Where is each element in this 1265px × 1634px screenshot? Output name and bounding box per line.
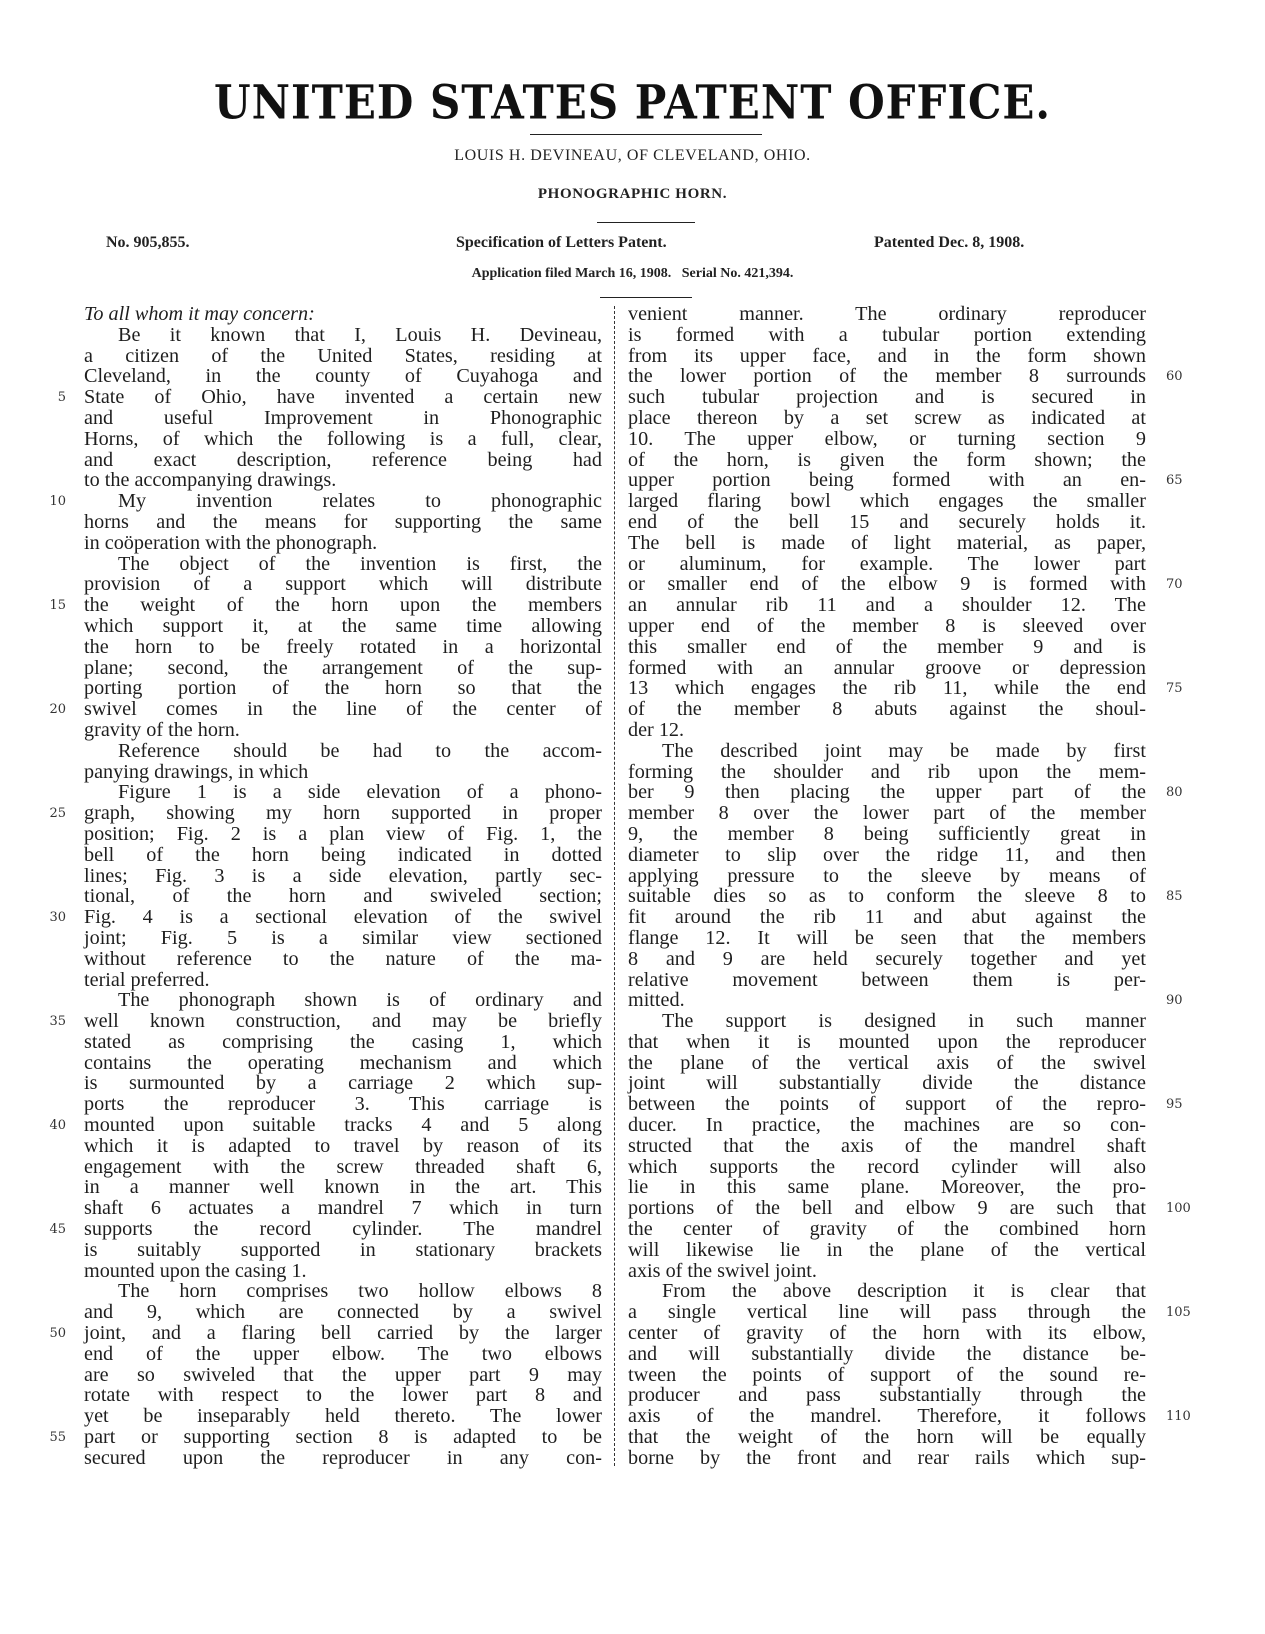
- line-number: 90: [1166, 993, 1183, 1009]
- text-line: end of the upper elbow. The two elbows: [84, 1342, 602, 1365]
- text-line: supports the record cylinder. The mandrel: [84, 1218, 602, 1241]
- patented-date: Patented Dec. 8, 1908.: [874, 234, 1025, 251]
- text-line: the center of gravity of the combined horn: [628, 1218, 1146, 1241]
- line-number: 55: [49, 1430, 66, 1446]
- line-number: 60: [1166, 369, 1183, 385]
- text-line: that when it is mounted upon the reproducer: [628, 1030, 1146, 1053]
- text-line: State of Ohio, have invented a certain new: [84, 386, 602, 409]
- text-line: engagement with the screw threaded shaft 6,: [84, 1155, 602, 1178]
- text-line: upper portion being formed with an en-: [628, 469, 1146, 492]
- line-number: 100: [1166, 1201, 1191, 1217]
- text-line: and useful Improvement in Phonographic: [84, 406, 602, 429]
- text-line: joint; Fig. 5 is a similar view sectioned: [84, 926, 602, 949]
- text-line: of the member 8 abuts against the shoul-: [628, 698, 1146, 721]
- text-line: terial preferred.: [84, 968, 210, 991]
- text-line: this smaller end of the member 9 and is: [628, 635, 1146, 658]
- line-number: 80: [1166, 785, 1183, 801]
- text-line: or smaller end of the elbow 9 is formed with: [628, 573, 1146, 596]
- text-line: To all whom it may concern:: [84, 303, 315, 325]
- text-line: end of the bell 15 and securely holds it.: [628, 510, 1146, 533]
- text-line: to the accompanying drawings.: [84, 469, 337, 492]
- text-line: yet be inseparably held thereto. The lower: [84, 1405, 602, 1428]
- text-line: which supports the record cylinder will also: [628, 1155, 1146, 1178]
- text-line: ports the reproducer 3. This carriage is: [84, 1093, 602, 1116]
- office-title: UNITED STATES PATENT OFFICE.: [213, 75, 1052, 130]
- text-line: 13 which engages the rib 11, while the end: [628, 677, 1146, 700]
- text-line: that the weight of the horn will be equally: [628, 1426, 1146, 1449]
- text-line: provision of a support which will distribute: [84, 573, 602, 596]
- text-line: will likewise lie in the plane of the vertical: [628, 1238, 1146, 1261]
- text-line: flange 12. It will be seen that the members: [628, 926, 1146, 949]
- text-line: contains the operating mechanism and which: [84, 1051, 602, 1074]
- text-line: joint will substantially divide the distance: [628, 1072, 1146, 1095]
- text-line: and exact description, reference being had: [84, 448, 602, 471]
- text-line: mounted upon the casing 1.: [84, 1259, 307, 1282]
- text-line: the horn to be freely rotated in a horizontal: [84, 635, 602, 658]
- line-number: 75: [1166, 681, 1183, 697]
- text-line: tween the points of support of the sound re-: [628, 1363, 1146, 1386]
- text-line: der 12.: [628, 718, 685, 741]
- text-line: is surmounted by a carriage 2 which sup-: [84, 1072, 602, 1095]
- line-number: 95: [1166, 1097, 1183, 1113]
- text-line: structed that the axis of the mandrel shaft: [628, 1134, 1146, 1157]
- text-line: ber 9 then placing the upper part of the: [628, 781, 1146, 804]
- text-line: are so swiveled that the upper part 9 may: [84, 1363, 602, 1386]
- text-line: The object of the invention is first, the: [118, 552, 602, 575]
- invention-title: PHONOGRAPHIC HORN.: [537, 186, 728, 202]
- text-line: between the points of support of the repro-: [628, 1093, 1146, 1116]
- text-line: center of gravity of the horn with its elbow,: [628, 1322, 1146, 1345]
- text-line: From the above description it is clear that: [662, 1280, 1146, 1303]
- line-number: 45: [49, 1222, 66, 1238]
- text-line: venient manner. The ordinary reproducer: [628, 303, 1146, 325]
- text-line: The described joint may be made by first: [662, 739, 1146, 762]
- text-line: and will substantially divide the distance be-: [628, 1342, 1146, 1365]
- text-line: The horn comprises two hollow elbows 8: [118, 1280, 602, 1303]
- line-number: 65: [1166, 473, 1183, 489]
- text-line: larged flaring bowl which engages the smaller: [628, 490, 1146, 513]
- line-number: 110: [1166, 1409, 1191, 1425]
- text-line: mounted upon suitable tracks 4 and 5 along: [84, 1114, 602, 1137]
- line-number: 25: [49, 806, 66, 822]
- text-line: the lower portion of the member 8 surrounds: [628, 365, 1146, 388]
- text-line: in coöperation with the phonograph.: [84, 531, 378, 554]
- text-line: 10. The upper elbow, or turning section 9: [628, 427, 1146, 450]
- text-line: diameter to slip over the ridge 11, and then: [628, 843, 1146, 866]
- text-line: a citizen of the United States, residing at: [84, 344, 602, 367]
- text-line: forming the shoulder and rib upon the mem-: [628, 760, 1146, 783]
- text-line: fit around the rib 11 and abut against the: [628, 906, 1146, 929]
- text-line: or aluminum, for example. The lower part: [628, 552, 1146, 575]
- right-column: [628, 304, 1146, 1469]
- text-line: The phonograph shown is of ordinary and: [118, 989, 602, 1012]
- text-line: swivel comes in the line of the center of: [84, 698, 602, 721]
- text-line: position; Fig. 2 is a plan view of Fig. 1, the: [84, 822, 602, 845]
- line-number: 40: [49, 1118, 66, 1134]
- line-number: 20: [49, 702, 66, 718]
- text-line: suitable dies so as to conform the sleeve 8 to: [628, 885, 1146, 908]
- text-line: axis of the swivel joint.: [628, 1259, 817, 1282]
- text-line: lie in this same plane. Moreover, the pro-: [628, 1176, 1146, 1199]
- column-divider: [614, 306, 615, 1466]
- text-line: porting portion of the horn so that the: [84, 677, 602, 700]
- title-rule: [530, 134, 762, 135]
- text-line: from its upper face, and in the form shown: [628, 344, 1146, 367]
- text-line: is formed with a tubular portion extending: [628, 323, 1146, 346]
- text-line: joint, and a flaring bell carried by the larger: [84, 1322, 602, 1345]
- line-number: 70: [1166, 577, 1183, 593]
- text-line: formed with an annular groove or depression: [628, 656, 1146, 679]
- text-line: well known construction, and may be briefly: [84, 1010, 602, 1033]
- line-number: 30: [49, 910, 66, 926]
- text-line: in a manner well known in the art. This: [84, 1176, 602, 1199]
- text-line: My invention relates to phonographic: [118, 490, 602, 513]
- text-line: panying drawings, in which: [84, 760, 309, 783]
- text-line: 9, the member 8 being sufficiently great in: [628, 822, 1146, 845]
- line-number: 85: [1166, 889, 1183, 905]
- text-line: ducer. In practice, the machines are so con-: [628, 1114, 1146, 1137]
- text-line: part or supporting section 8 is adapted to be: [84, 1426, 602, 1449]
- text-line: lines; Fig. 3 is a side elevation, partly sec-: [84, 864, 602, 887]
- text-line: is suitably supported in stationary brackets: [84, 1238, 602, 1261]
- text-line: a single vertical line will pass through the: [628, 1301, 1146, 1324]
- text-line: which support it, at the same time allowing: [84, 614, 602, 637]
- line-number: 15: [49, 598, 66, 614]
- text-line: rotate with respect to the lower part 8 and: [84, 1384, 602, 1407]
- application-rule: [600, 297, 692, 298]
- text-line: The bell is made of light material, as paper,: [628, 531, 1146, 554]
- text-line: relative movement between them is per-: [628, 968, 1146, 991]
- text-line: Horns, of which the following is a full, clear,: [84, 427, 602, 450]
- text-line: without reference to the nature of the ma-: [84, 947, 602, 970]
- text-line: applying pressure to the sleeve by means of: [628, 864, 1146, 887]
- line-number: 5: [57, 390, 66, 406]
- text-line: shaft 6 actuates a mandrel 7 which in turn: [84, 1197, 602, 1220]
- text-line: secured upon the reproducer in any con-: [84, 1446, 602, 1469]
- inventor-line: LOUIS H. DEVINEAU, OF CLEVELAND, OHIO.: [454, 147, 811, 164]
- text-line: Fig. 4 is a sectional elevation of the swivel: [84, 906, 602, 929]
- text-line: graph, showing my horn supported in proper: [84, 802, 602, 825]
- text-line: gravity of the horn.: [84, 718, 240, 741]
- text-line: an annular rib 11 and a shoulder 12. The: [628, 594, 1146, 617]
- text-line: horns and the means for supporting the same: [84, 510, 602, 533]
- text-line: bell of the horn being indicated in dotted: [84, 843, 602, 866]
- line-number: 105: [1166, 1305, 1191, 1321]
- application-line: Application filed March 16, 1908. Serial No. 421,394.: [471, 266, 794, 281]
- subject-rule: [597, 222, 695, 223]
- text-line: plane; second, the arrangement of the sup-: [84, 656, 602, 679]
- text-line: stated as comprising the casing 1, which: [84, 1030, 602, 1053]
- text-line: producer and pass substantially through the: [628, 1384, 1146, 1407]
- specification-label: Specification of Letters Patent.: [456, 234, 667, 251]
- line-number: 10: [49, 494, 66, 510]
- text-line: Reference should be had to the accom-: [118, 739, 602, 762]
- text-line: Cleveland, in the county of Cuyahoga and: [84, 365, 602, 388]
- text-line: borne by the front and rear rails which sup-: [628, 1446, 1146, 1469]
- text-line: Be it known that I, Louis H. Devineau,: [118, 323, 602, 346]
- text-line: tional, of the horn and swiveled section;: [84, 885, 602, 908]
- text-line: portions of the bell and elbow 9 are such that: [628, 1197, 1146, 1220]
- text-line: 8 and 9 are held securely together and yet: [628, 947, 1146, 970]
- text-line: which it is adapted to travel by reason of its: [84, 1134, 602, 1157]
- text-line: Figure 1 is a side elevation of a phono-: [118, 781, 602, 804]
- text-line: such tubular projection and is secured in: [628, 386, 1146, 409]
- text-line: The support is designed in such manner: [662, 1010, 1146, 1033]
- text-line: place thereon by a set screw as indicated at: [628, 406, 1146, 429]
- line-number: 50: [49, 1326, 66, 1342]
- text-line: the weight of the horn upon the members: [84, 594, 602, 617]
- text-line: the plane of the vertical axis of the swivel: [628, 1051, 1146, 1074]
- line-number: 35: [49, 1014, 66, 1030]
- text-line: of the horn, is given the form shown; the: [628, 448, 1146, 471]
- patent-number: No. 905,855.: [106, 234, 190, 251]
- text-line: axis of the mandrel. Therefore, it follows: [628, 1405, 1146, 1428]
- specification-row: [100, 234, 1140, 256]
- text-line: member 8 over the lower part of the member: [628, 802, 1146, 825]
- text-line: mitted.: [628, 989, 685, 1012]
- left-column: [84, 304, 602, 1469]
- text-line: upper end of the member 8 is sleeved over: [628, 614, 1146, 637]
- text-line: and 9, which are connected by a swivel: [84, 1301, 602, 1324]
